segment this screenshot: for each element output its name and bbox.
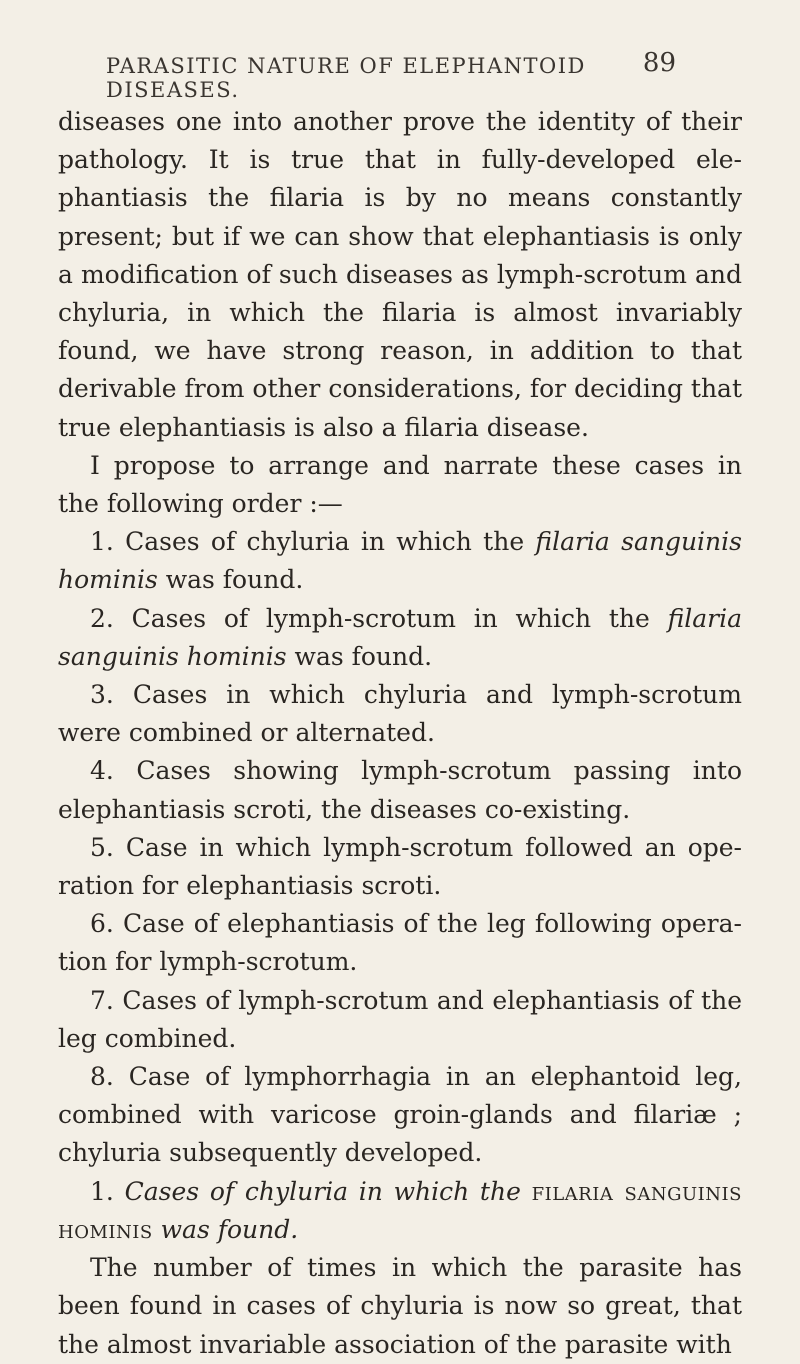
running-title: PARASITIC NATURE OF ELEPHANTOID DISEASES.	[106, 54, 586, 102]
page-number: 89	[642, 48, 676, 78]
list-item-5: 5. Case in which lymph-scrotum followed an ope- ration for elephantiasis scroti.	[58, 832, 742, 901]
list-item-7: 7. Cases of lymph-scrotum and elephantiasis of the leg combined.	[58, 985, 743, 1053]
closing-paragraph: The number of times in which the parasite has been found in cases of chyluria is now so great, that the almost invariable association of the parasite with	[58, 1253, 742, 1359]
list-item-1: 1. Cases of chyluria in which the filaria sanguinis hominis was found.	[58, 527, 742, 595]
list-item-3: 3. Cases in which chyluria and lymph-scrotum were combined or alternated.	[58, 680, 742, 748]
paragraph-2: I propose to arrange and narrate these cases in the following order :—	[58, 450, 742, 519]
page-body	[58, 103, 742, 1364]
section-heading: 1. Cases of chyluria in which the filaria sanguinis hominis was found.	[58, 1176, 742, 1244]
running-header	[106, 48, 676, 102]
list-item-4: 4. Cases showing lymph-scrotum passing into elephantiasis scroti, the diseases co-existing.	[58, 756, 742, 824]
paragraph-1: diseases one into another prove the identity of their pathology. It is true that in fully-developed ele- phantiasis the filaria is by no means constantly present; but if we can show that elephantiasis is only a modification of such diseases as lymph-scrotum and chyluria, in which the filaria is almost invariably found, we have strong reason, in addition to that derivable from other considerations, for deciding that true elephantiasis is also a filaria disease.	[58, 107, 743, 442]
list-item-6: 6. Case of elephantiasis of the leg following opera- tion for lymph-scrotum.	[58, 909, 742, 977]
list-item-2: 2. Cases of lymph-scrotum in which the filaria sanguinis hominis was found.	[58, 603, 742, 671]
list-item-8: 8. Case of lymphorrhagia in an elephantoid leg, combined with varicose groin-glands and filariæ ; chyluria subsequently developed.	[58, 1062, 742, 1168]
